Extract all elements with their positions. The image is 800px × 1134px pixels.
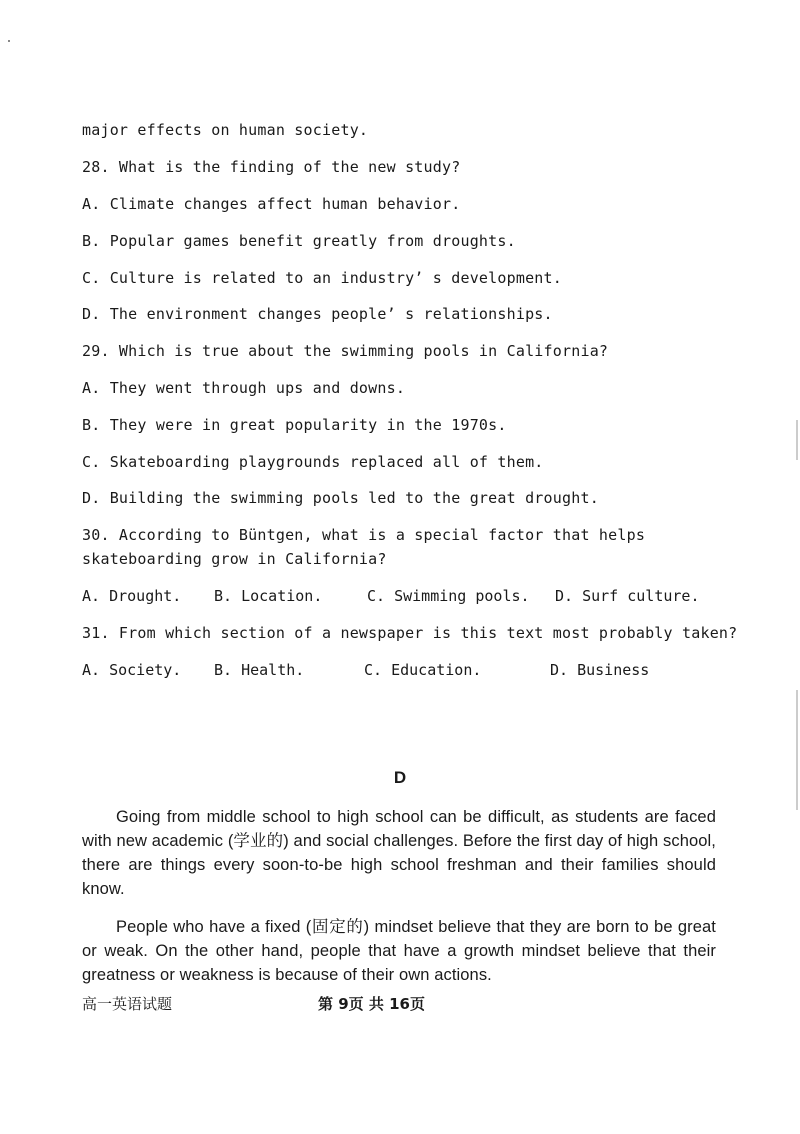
continued-text-line: major effects on human society. bbox=[82, 121, 369, 139]
question-29-option-b: B. They were in great popularity in the 1970s. bbox=[82, 416, 507, 434]
section-label: D bbox=[393, 768, 407, 787]
question-29-option-d: D. Building the swimming pools led to the great drought. bbox=[82, 489, 599, 507]
question-31-option-d: D. Business bbox=[550, 661, 650, 679]
question-30-line-1: 30. According to Büntgen, what is a special factor that helps bbox=[82, 526, 646, 544]
passage-paragraph-2: People who have a fixed (固定的) mindset believe that they are born to be great or weak. On the other hand, people that have a growth mindset believe that their greatness or weakness is because of their own actions. bbox=[82, 918, 716, 984]
question-30-line-2: skateboarding grow in California? bbox=[82, 550, 387, 568]
scan-speck bbox=[8, 40, 10, 42]
scan-edge-mark bbox=[796, 420, 798, 460]
question-31-options bbox=[82, 660, 650, 780]
question-30-option-d: D. Surf culture. bbox=[555, 587, 700, 605]
question-29-option-a: A. They went through ups and downs. bbox=[82, 379, 406, 397]
footer-page-number: 第 9页 共 16页 bbox=[318, 995, 425, 1013]
question-28-option-b: B. Popular games benefit greatly from droughts. bbox=[82, 232, 516, 250]
question-30-option-c: C. Swimming pools. bbox=[367, 587, 530, 605]
passage-paragraph-1: Going from middle school to high school can be difficult, as students are faced with new academic (学业的) and social challenges. Before the first day of high school, there are things every soon-to-be high school freshman and their families should know. bbox=[82, 808, 716, 898]
question-30-option-b: B. Location. bbox=[214, 587, 323, 605]
question-29-option-c: C. Skateboarding playgrounds replaced all of them. bbox=[82, 453, 544, 471]
question-31: 31. From which section of a newspaper is this text most probably taken? bbox=[82, 624, 738, 642]
question-28-option-a: A. Climate changes affect human behavior. bbox=[82, 195, 461, 213]
question-30-option-a: A. Drought. bbox=[82, 587, 182, 605]
question-28: 28. What is the finding of the new study? bbox=[82, 158, 461, 176]
question-31-option-a: A. Society. bbox=[82, 661, 182, 679]
footer-exam-title: 高一英语试题 bbox=[82, 995, 173, 1013]
question-28-option-c: C. Culture is related to an industry’ s development. bbox=[82, 269, 562, 287]
question-31-option-b: B. Health. bbox=[214, 661, 305, 679]
question-31-option-c: C. Education. bbox=[364, 661, 482, 679]
question-29: 29. Which is true about the swimming pools in California? bbox=[82, 342, 609, 360]
question-28-option-d: D. The environment changes people’ s relationships. bbox=[82, 305, 553, 323]
scan-edge-mark bbox=[796, 690, 798, 810]
